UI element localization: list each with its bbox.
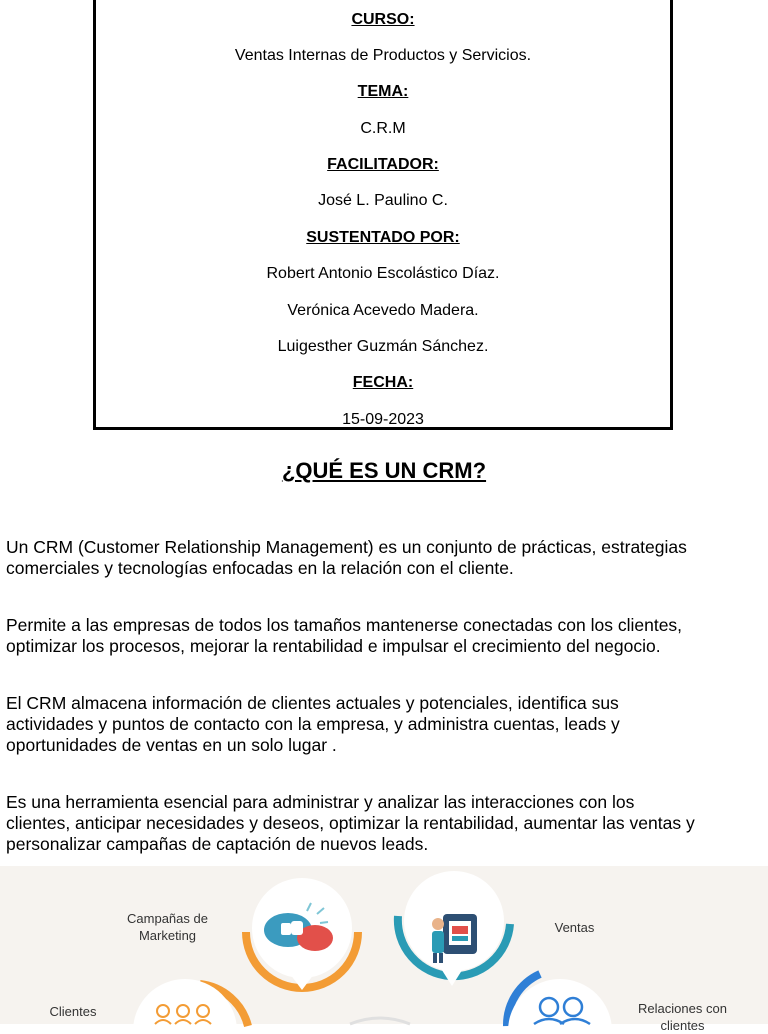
facilitador-value: José L. Paulino C. [318, 192, 448, 209]
fecha-label: FECHA: [352, 374, 414, 391]
label-ventas: Ventas [554, 920, 595, 935]
paragraph-benefits: Permite a las empresas de todos los tamaños mantenerse conectadas con los clientes, optimizar los procesos, mejorar la rentabilidad e impulsar el crecimiento del negocio. [6, 615, 683, 656]
paragraph-storage: El CRM almacena información de clientes actuales y potenciales, identifica sus actividades y puntos de contacto con la empresa, y administra cuentas, leads y oportunidades de ventas en un solo lugar . [6, 693, 620, 755]
relations-bubble-icon [507, 974, 612, 1034]
center-hub-icon [350, 1018, 410, 1024]
author-1: Robert Antonio Escolástico Díaz. [266, 265, 500, 282]
sustentado-label: SUSTENTADO POR: [306, 229, 460, 246]
clients-bubble-icon [133, 979, 248, 1034]
section-title: ¿QUÉ ES UN CRM? [281, 458, 487, 483]
author-3: Luigesther Guzmán Sánchez. [277, 338, 489, 355]
cover-box [93, 0, 673, 430]
curso-label: CURSO: [351, 11, 415, 28]
tema-label: TEMA: [357, 83, 409, 100]
sales-bubble-icon [398, 871, 510, 986]
label-clientes: Clientes [49, 1004, 97, 1019]
tema-value: C.R.M [360, 120, 406, 137]
fecha-value: 15-09-2023 [342, 411, 424, 428]
paragraph-tool: Es una herramienta esencial para administrar y analizar las interacciones con los clientes, anticipar necesidades y deseos, optimizar la rentabilidad, aumentar las ventas y personalizar campañas de captación de nuevos leads. [6, 792, 695, 854]
crm-infographic [0, 866, 768, 1033]
marketing-bubble-icon [246, 878, 358, 990]
label-campanas: Campañas de Marketing [127, 911, 208, 943]
paragraph-definition: Un CRM (Customer Relationship Management) es un conjunto de prácticas, estrategias comerciales y tecnologías enfocadas en la relación con el cliente. [6, 537, 687, 578]
facilitador-label: FACILITADOR: [327, 156, 439, 173]
label-relaciones: Relaciones con clientes [638, 1001, 727, 1033]
curso-value: Ventas Internas de Productos y Servicios. [234, 47, 532, 64]
author-2: Verónica Acevedo Madera. [287, 302, 479, 319]
